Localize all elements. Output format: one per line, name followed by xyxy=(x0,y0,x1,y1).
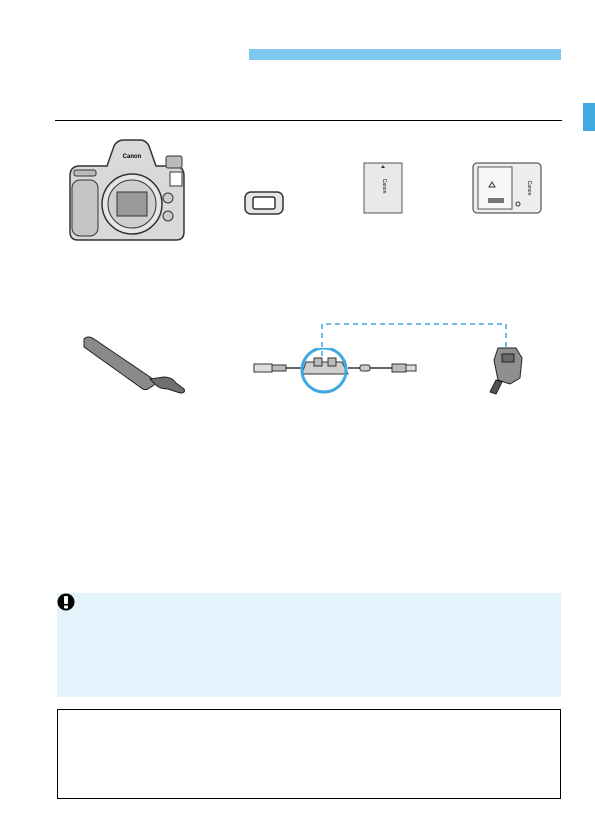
cable-protector-svg xyxy=(486,344,528,396)
exclamation-circle-icon xyxy=(57,593,75,611)
header-color-bar xyxy=(249,49,561,60)
battery-charger-illustration xyxy=(472,162,542,214)
neck-strap-svg xyxy=(80,333,190,395)
chapter-side-tab xyxy=(583,103,595,131)
camera-brand-mark: Canon xyxy=(122,154,142,160)
cable-protector-illustration xyxy=(486,344,528,396)
battery-brand-mark: Canon xyxy=(381,178,387,194)
caution-box xyxy=(57,593,561,697)
camera-body-svg xyxy=(62,136,192,244)
note-box xyxy=(57,709,561,799)
eyecup-svg xyxy=(243,190,285,216)
camera-body-illustration xyxy=(62,136,192,244)
charger-brand-mark: Canon xyxy=(526,180,532,196)
battery-charger-svg xyxy=(472,162,542,214)
neck-strap-illustration xyxy=(80,333,190,395)
battery-pack-illustration xyxy=(363,162,403,214)
interface-cable-illustration xyxy=(252,348,422,400)
battery-pack-svg xyxy=(363,162,403,214)
interface-cable-svg xyxy=(252,348,422,400)
section-divider xyxy=(55,120,562,121)
eyecup-illustration xyxy=(243,190,285,216)
